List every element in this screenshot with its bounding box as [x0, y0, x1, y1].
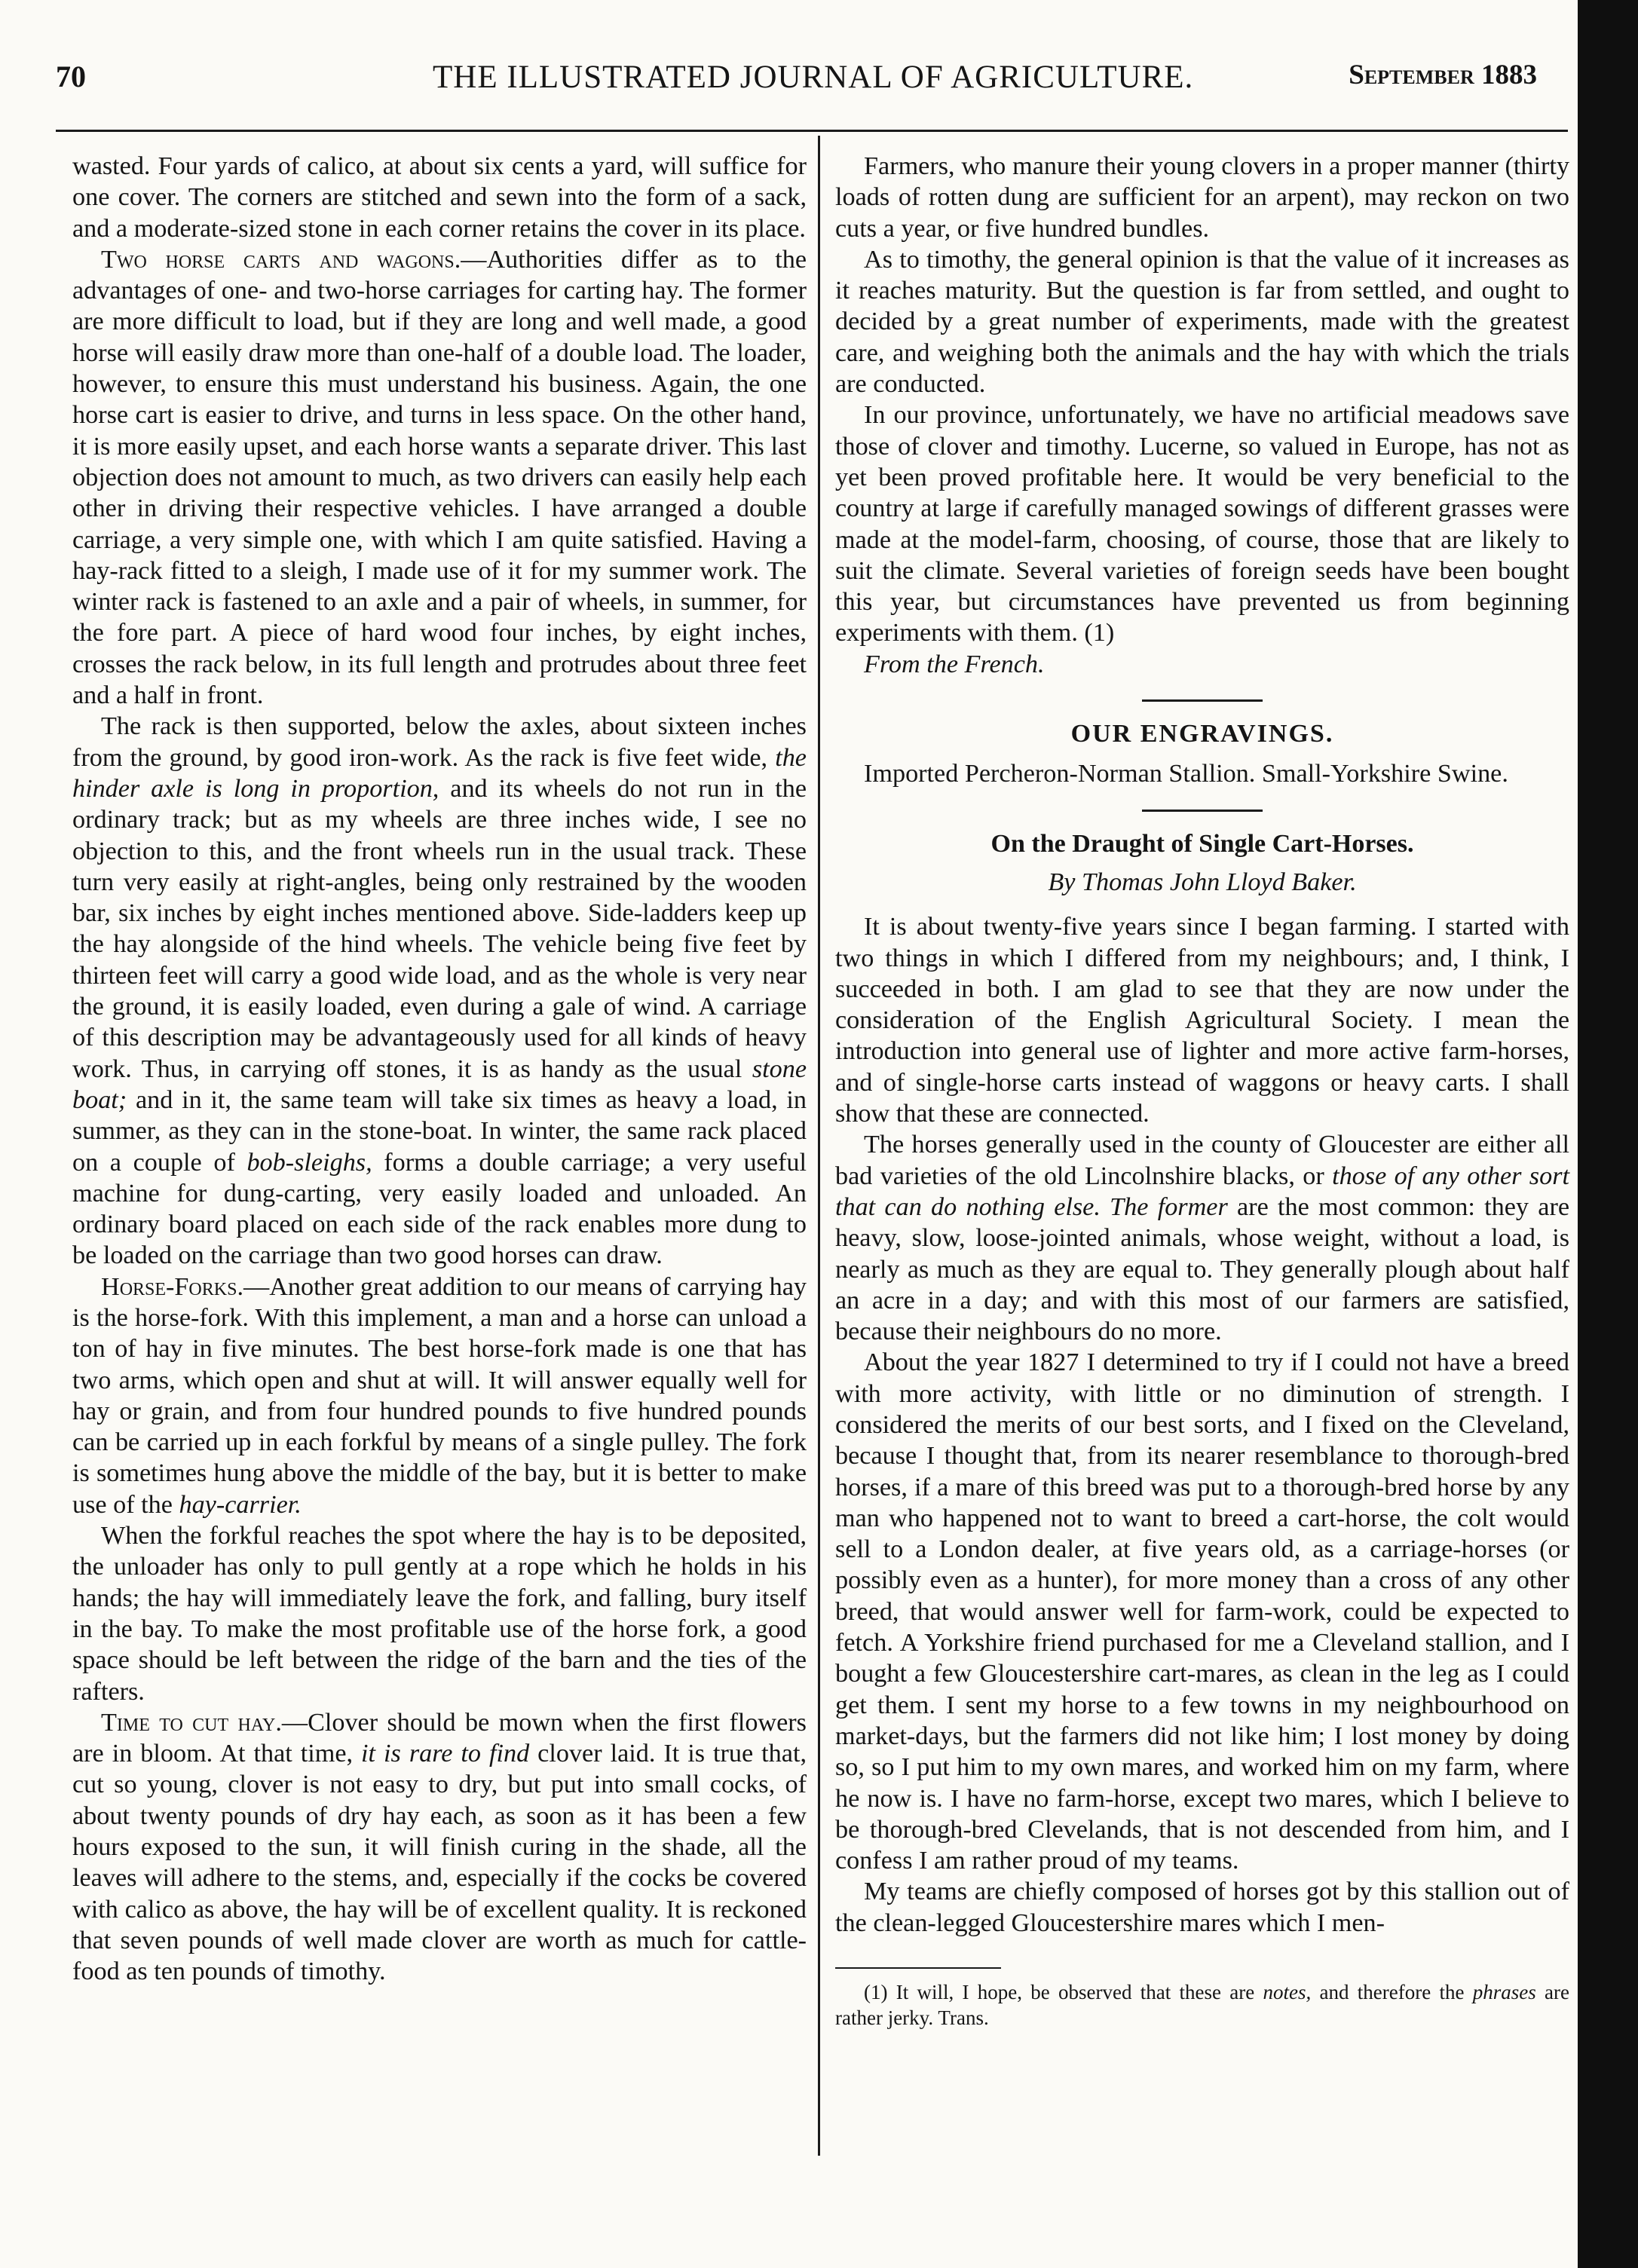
- text: Imported Percheron-Norman Stallion. Small-Yorkshire Swine.: [864, 760, 1508, 788]
- paragraph: [835, 758, 1569, 789]
- emphasis: hay-carrier.: [179, 1490, 302, 1519]
- page-number: 70: [56, 60, 86, 93]
- text: In our province, unfortunately, we have no artificial meadows save those of clover and timothy. Lucerne, so valued in Europe, has not as yet been proved profitable here. It would be very beneficial to the country at large if carefully managed sowings of different grasses were made at the model-farm, choosing, of course, those that are likely to suit the climate. Several varieties of foreign seeds have been bought this year, but circumstances have prevented us from beginning experiments with them. (1): [835, 401, 1569, 647]
- text: The horses generally used in the county of Gloucester are either all bad varieties of the old Lincolnshire blacks, or: [835, 1131, 1569, 1190]
- page-edge-shadow: [1578, 0, 1638, 2268]
- issue-date: September 1883: [1349, 60, 1537, 90]
- text: When the forkful reaches the spot where the hay is to be deposited, the unloader has only to pull gently at a rope which he holds in his hands; the hay will immediately leave the fork, and falling, bury itself in the bay. To make the most profitable use of the horse fork, a good space should be left between the ridge of the barn and the ties of the rafters.: [72, 1522, 807, 1706]
- byline: By Thomas John Lloyd Baker.: [1048, 868, 1357, 896]
- run-in-heading: Horse-Forks.: [101, 1272, 244, 1301]
- paragraph: [835, 244, 1569, 399]
- footnote: [835, 1979, 1569, 2031]
- paragraph: [835, 151, 1569, 244]
- text: The rack is then supported, below the axles, about sixteen inches from the ground, by good iron-work. As the rack is five feet wide,: [72, 712, 807, 772]
- left-column: [72, 151, 807, 1988]
- run-in-heading: Two horse carts and wagons.: [101, 245, 461, 274]
- article-title: On the Draught of Single Cart-Horses.: [990, 829, 1414, 858]
- section-rule: [1142, 810, 1263, 812]
- paragraph: [835, 1129, 1569, 1347]
- text: and its wheels do not run in the ordinary track; but as my wheels are three inches wide, I see no objection to this, and the front wheels run in the usual track. These turn very easily at right-angles, being only restrained by the wooden bar, six inches by eight inches mentioned above. Side-ladders keep up the hay alongside of the hind wheels. The vehicle being five feet by thirteen feet will carry a good wide load, and as the whole is very near the ground, it is easily loaded, even during a gale of wind. A carriage of this description may be advantageously used for all kinds of heavy work. Thus, in carrying off stones, it is as handy as the usual: [72, 774, 807, 1083]
- paragraph: [72, 151, 807, 244]
- paragraph: [835, 1876, 1569, 1939]
- text: Farmers, who manure their young clovers in a proper manner (thirty loads of rotten dung are sufficient for an arpent), may reckon on two cuts a year, or five hundred bundles.: [835, 152, 1569, 243]
- run-in-heading: Time to cut hay.: [101, 1708, 282, 1737]
- text: clover laid. It is true that, cut so young, clover is not easy to dry, but put into small cocks, of about twenty pounds of dry hay each, as soon as it has been a few hours exposed to the sun, it will finish curing in the shade, all the leaves will adhere to the stems, and, especially if the cocks be covered with calico as above, the hay will be of excellent quality. It is reckoned that seven pounds of well made clover are worth as much for cattle-food as ten pounds of timothy.: [72, 1740, 807, 1986]
- section-title: OUR ENGRAVINGS.: [1070, 720, 1334, 748]
- emphasis: the hinder axle is long in proportion,: [72, 743, 807, 803]
- paragraph-carts-wagons: [72, 244, 807, 711]
- emphasis: it is rare to find: [361, 1740, 530, 1768]
- text: It is about twenty-five years since I began farming. I started with two things in which I differed from my neighbours; and, I think, I succeeded in both. I am glad to see that they are now under the consideration of the English Agricultural Society. I mean the introduction into general use of lighter and more active farm-horses, and of single-horse carts instead of waggons or heavy carts. I shall show that these are connected.: [835, 913, 1569, 1128]
- paragraph: [835, 911, 1569, 1129]
- emphasis: notes,: [1263, 1981, 1312, 2004]
- paragraph: [835, 1347, 1569, 1876]
- emphasis: phrases: [1472, 1981, 1536, 2004]
- paragraph-horse-forks: [72, 1272, 807, 1520]
- paragraph-cut-hay: [72, 1707, 807, 1988]
- source-note: From the French.: [864, 650, 1045, 678]
- paragraph: [835, 399, 1569, 648]
- footnote-rule: [835, 1967, 1001, 1969]
- paragraph: [72, 1520, 807, 1707]
- journal-title: THE ILLUSTRATED JOURNAL OF AGRICULTURE.: [433, 60, 1194, 95]
- text: and in it, the same team will take six times as heavy a load, in summer, as they can in the stone-boat. In winter, the same rack placed on a couple of: [72, 1085, 807, 1177]
- text: are the most common: they are heavy, slow, loose-jointed animals, whose weight, without a load, is nearly as much as they are equal to. They generally plough about half an acre in a day; and with this most of our farmers are satisfied, because their neighbours do no more.: [835, 1192, 1569, 1346]
- text: My teams are chiefly composed of horses got by this stallion out of the clean-legged Gloucestershire mares which I men-: [835, 1878, 1569, 1937]
- text: —Another great addition to our means of carrying hay is the horse-fork. With this implement, a man and a horse can unload a ton of hay in five minutes. The best horse-fork made is one that has two arms, which open and shut at will. It will answer equally well for hay or grain, and from four hundred pounds to five hundred pounds can be carried up in each forkful by means of a single pulley. The fork is sometimes hung above the middle of the bay, but it is better to make use of the: [72, 1272, 807, 1519]
- text: —Authorities differ as to the advantages of one- and two-horse carriages for carting hay. The former are more difficult to load, but if they are long and well made, a good horse will easily draw more than one-half of a double load. The loader, however, to ensure this must understand his business. Again, the one horse cart is easier to drive, and turns in less space. On the other hand, it is more easily upset, and each horse wants a separate driver. This last objection does not amount to much, as two drivers can easily help each other in driving their respective vehicles. I have arranged a double carriage, a very simple one, with which I am quite satisfied. Having a hay-rack fitted to a sleigh, I made use of it for my summer work. The winter rack is fastened to an axle and a pair of wheels, in summer, for the fore part. A piece of hard wood four inches, by eight inches, crosses the rack below, in its full length and protrudes about three feet and a half in front.: [72, 245, 807, 710]
- text: —Clover should be mown when the first flowers are in bloom. At that time,: [72, 1708, 807, 1768]
- text: and therefore the: [1311, 1981, 1473, 2004]
- section-rule: [1142, 699, 1263, 702]
- text: As to timothy, the general opinion is that the value of it increases as it reaches maturity. But the question is far from settled, and ought to decided by a great number of experiments, made with the greatest care, and weighing both the animals and the hay with which the trials are conducted.: [835, 245, 1569, 399]
- text: forms a double carriage; a very useful machine for dung-carting, very easily loaded and unloaded. An ordinary board placed on each side of the rack enables more dung to be loaded on the carriage than two good horses can draw.: [72, 1148, 807, 1270]
- emphasis: stone boat;: [72, 1054, 807, 1114]
- paragraph-rack: [72, 711, 807, 1271]
- right-column: [835, 151, 1569, 2031]
- emphasis: bob-sleighs,: [246, 1148, 372, 1177]
- text: are rather jerky. Trans.: [835, 1981, 1569, 2030]
- text: (1) It will, I hope, be observed that these are: [864, 1981, 1263, 2004]
- emphasis: those of any other sort that can do nothing else. The former: [835, 1162, 1569, 1221]
- column-divider: [818, 136, 820, 2156]
- text: About the year 1827 I determined to try if I could not have a breed with more activity, with little or no diminution of strength. I considered the merits of our best sorts, and I fixed on the Cleveland, because I thought that, from its nearer resemblance to thorough-bred horses, if a mare of this breed was put to a thorough-bred horse by any man who happened not to want to breed a cart-horse, the colt would sell to a London dealer, at five years old, as a carriage-horses (or possibly even as a hunter), for more money than a cross of any other breed, that would answer well for farm-work, could be expected to fetch. A Yorkshire friend purchased for me a Cleveland stallion, and I bought a few Gloucestershire cart-mares, as clean in the leg as I could get them. I sent my horse to a few towns in my neighbourhood on market-days, but the farmers did not like him; I lost money by doing so, so I put him to my own mares, and worked him on my farm, where he now is. I have no farm-horse, except two mares, which I believe to be thorough-bred Clevelands, that is not descended from him, and I confess I am rather proud of my teams.: [835, 1348, 1569, 1875]
- page-header: [56, 59, 1537, 104]
- text: wasted. Four yards of calico, at about six cents a yard, will suffice for one cover. The corners are stitched and sewn into the form of a sack, and a moderate-sized stone in each corner retains the cover in its place.: [72, 152, 807, 243]
- header-rule: [56, 130, 1568, 132]
